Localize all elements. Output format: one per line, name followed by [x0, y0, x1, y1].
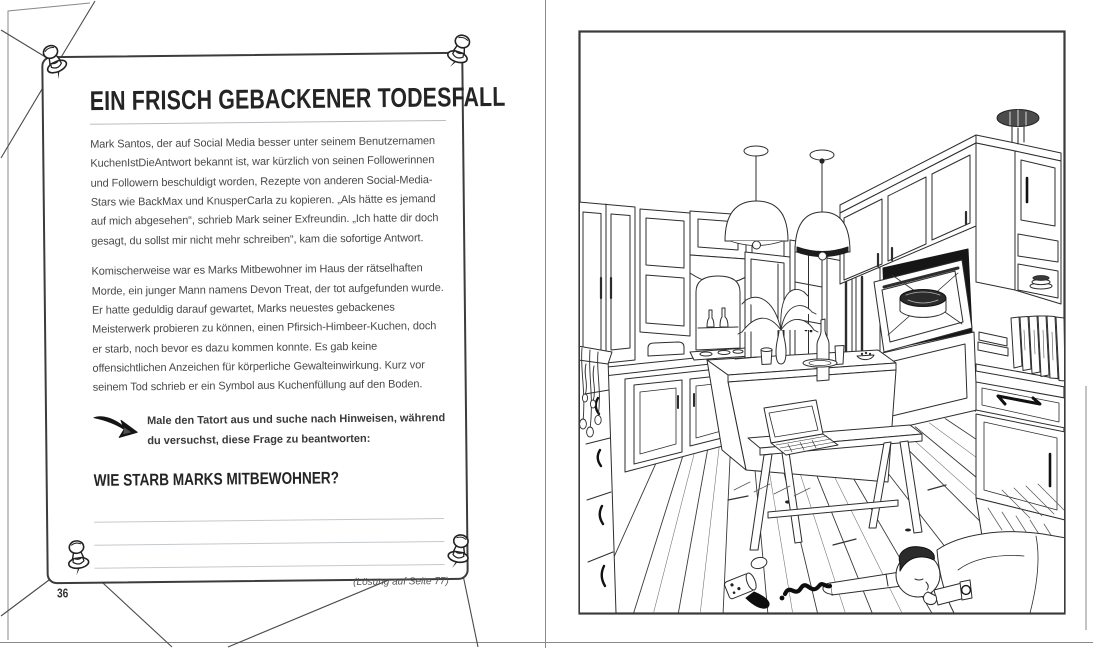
answer-lines: [94, 496, 451, 569]
cake: [900, 290, 946, 318]
pinned-note-paper: [41, 52, 506, 589]
left-page: [0, 0, 545, 648]
instruction-text: Male den Tatort aus und suche nach Hinweisen, während du versuchst, diese Frage zu beantworten:: [147, 411, 446, 448]
right-tall-cabinet: [976, 135, 1061, 304]
page-title: EIN FRISCH GEBACKENER TODESFALL: [89, 80, 506, 117]
title-divider: [90, 120, 446, 125]
right-page: [545, 0, 1093, 648]
pushpin-bottom-left: [61, 538, 96, 578]
loaf-pan: [648, 342, 684, 356]
case-question: WIE STARB MARKS MITBEWOHNER?: [93, 470, 340, 491]
story-paragraph-2: Komischerweise war es Marks Mitbewohner im Haus der rätselhaften Morde, ein junger Mann namens Devon Treat, der tot aufgefunden wurde. Er hatte geduldig darauf gewartet, Marks neuestes gebackenes Meisterwerk probieren zu können, einen Pfirsich-Himbeer-Kuchen, doch er starb, noch bevor es dazu kommen konnte. Es gab keine offensichtlichen Anzeichen für körperliche Gewalteinwirkung. Kurz vor seinem Tod schrieb er ein Symbol aus Kuchenfüllung auf den Boden.: [91, 262, 444, 395]
wristwatch: [960, 580, 972, 600]
answer-line: [94, 542, 444, 569]
brush-arrow-icon: [93, 413, 139, 445]
torso: [937, 532, 1066, 613]
story-paragraph-1: Mark Santos, der auf Social Media besser unter seinem Benutzernamen KuchenIstDieAntwort bekannt ist, war kürzlich von seinen Followerinnen und Followern beschuldigt worden, Rezepte von anderen Social-Media-Stars wie BackMax und KnusperCarla zu kopieren. „Als hätte es jemand auf mich abgesehen“, schrieb Mark seiner Exfreundin. „Ich hatte dir doch gesagt, du sollst mir nicht mehr schreiben“, kam die sofortige Antwort.: [90, 135, 439, 248]
instruction-row: [93, 408, 449, 452]
solution-page-note: (Lösung auf Seite 77): [353, 576, 449, 589]
plate-stack: [1030, 276, 1052, 289]
kitchen-illustration: [578, 30, 1066, 615]
backsplash: [696, 276, 740, 350]
pushpin-bottom-right: [441, 532, 477, 573]
closed-eye: [915, 579, 923, 580]
page-number: 36: [57, 585, 69, 601]
